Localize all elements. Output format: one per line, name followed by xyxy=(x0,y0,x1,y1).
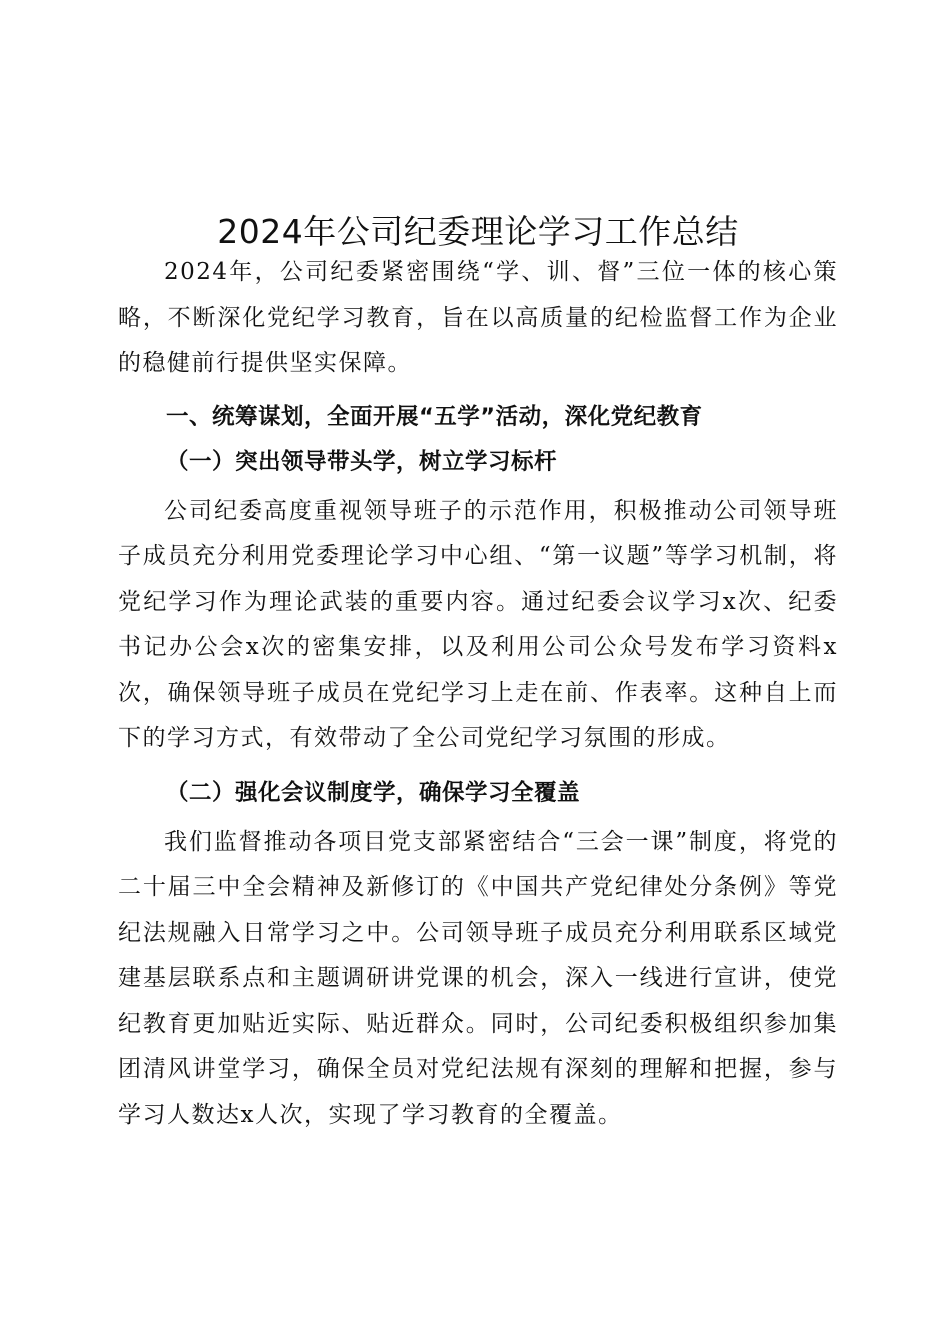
section-1-heading: 一、统筹谋划，全面开展“五学”活动，深化党纪教育 xyxy=(166,403,703,430)
subsection-1-paragraph: 公司纪委高度重视领导班子的示范作用，积极推动公司领导班子成员充分利用党委理论学习中心组、“第一议题”等学习机制，将党纪学习作为理论武装的重要内容。通过纪委会议学习x次、纪委书记办公会x次的密集安排，以及利用公司公众号发布学习资料x次，确保领导班子成员在党纪学习上走在前、作表率。这种自上而下的学习方式，有效带动了全公司党纪学习氛围的形成。 xyxy=(118,497,838,751)
subsection-2-heading: （二）强化会议制度学，确保学习全覆盖 xyxy=(166,779,581,806)
subsection-1-heading: （一）突出领导带头学，树立学习标杆 xyxy=(166,448,558,475)
document-title: 2024年公司纪委理论学习工作总结 xyxy=(217,212,739,251)
document-body xyxy=(118,250,838,1138)
intro-paragraph: 2024年，公司纪委紧密围绕“学、训、督”三位一体的核心策略，不断深化党纪学习教育，旨在以高质量的纪检监督工作为企业的稳健前行提供坚实保障。 xyxy=(118,259,838,376)
subsection-2-paragraph: 我们监督推动各项目党支部紧密结合“三会一课”制度，将党的二十届三中全会精神及新修订的《中国共产党纪律处分条例》等党纪法规融入日常学习之中。公司领导班子成员充分利用联系区域党建基层联系点和主题调研讲党课的机会，深入一线进行宣讲，使党纪教育更加贴近实际、贴近群众。同时，公司纪委积极组织参加集团清风讲堂学习，确保全员对党纪法规有深刻的理解和把握，参与学习人数达x人次，实现了学习教育的全覆盖。 xyxy=(118,828,838,1128)
